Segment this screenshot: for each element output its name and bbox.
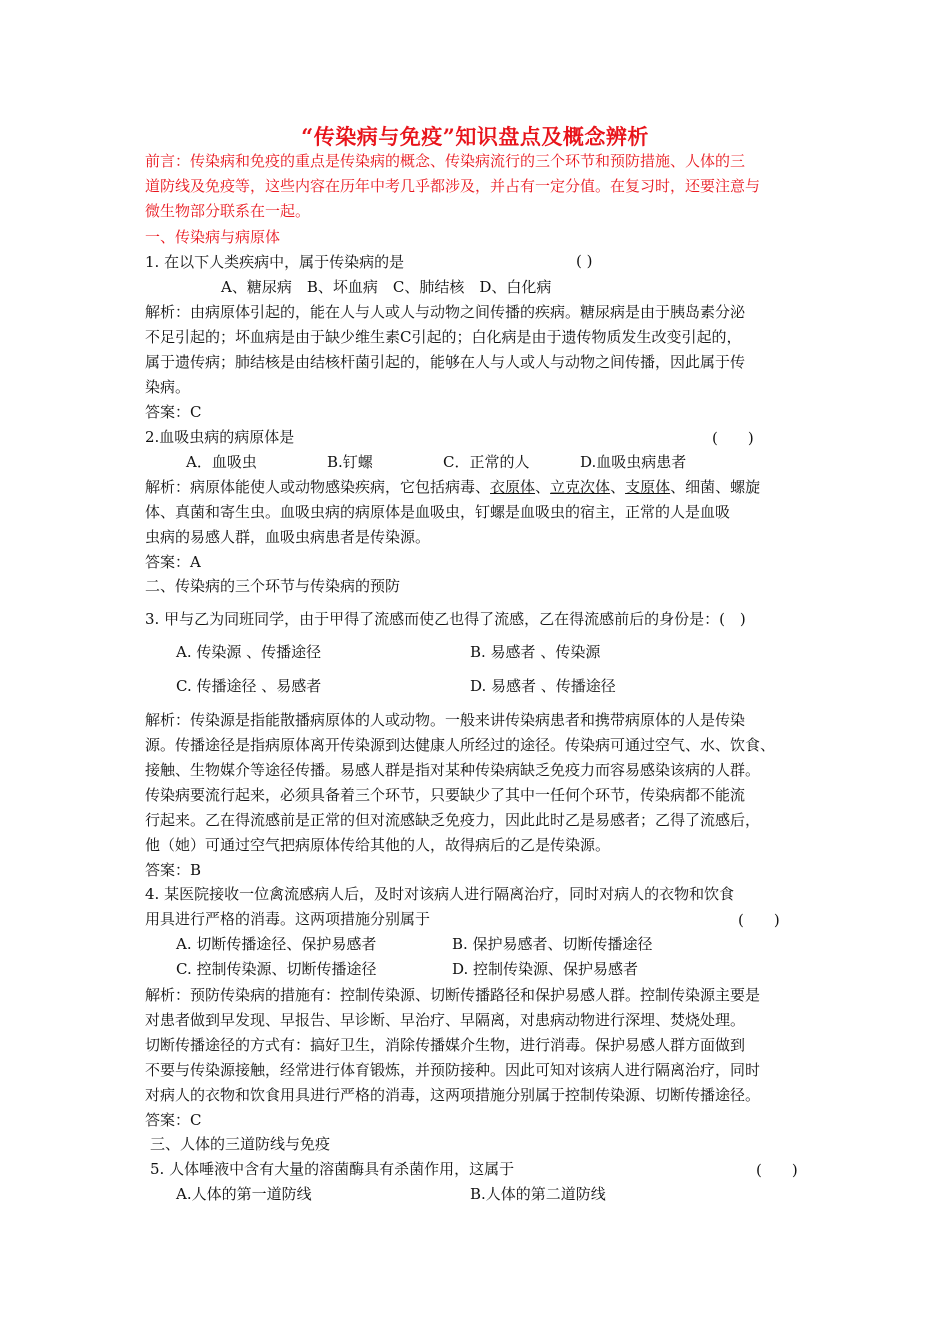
intro-line-2: 道防线及免疫等，这些内容在历年中考几乎都涉及，并占有一定分值。在复习时，还要注意与 xyxy=(145,177,761,195)
q4-stem-1: 4. 某医院接收一位禽流感病人后，及时对该病人进行隔离治疗，同时对病人的衣物和饮食 xyxy=(145,885,735,903)
q4-option-d: D. 控制传染源、保护易感者 xyxy=(452,960,639,978)
q4-answer-paren: ( ) xyxy=(738,911,780,929)
q2-analysis-1-sep-1: 、 xyxy=(535,478,551,496)
q4-analysis-4: 不要与传染源接触，经常进行体育锻炼，并预防接种。因此可知对该病人进行隔离治疗，同时 xyxy=(145,1061,761,1079)
q1-analysis-3: 属于遗传病；肺结核是由结核杆菌引起的，能够在人与人或人与动物之间传播，因此属于传 xyxy=(145,353,746,371)
q4-option-b: B. 保护易感者、切断传播途径 xyxy=(452,935,653,953)
q3-analysis-1: 解析：传染源是指能散播病原体的人或动物。一般来讲传染病患者和携带病原体的人是传染 xyxy=(145,711,746,729)
q2-answer-paren: ( ) xyxy=(712,429,754,447)
q2-answer: 答案：A xyxy=(145,553,201,571)
document-title: “传染病与免疫”知识盘点及概念辨析 xyxy=(301,124,649,149)
q4-option-a: A. 切断传播途径、保护易感者 xyxy=(176,935,377,953)
q1-options: A、糖尿病 B、坏血病 C、肺结核 D、白化病 xyxy=(221,278,552,296)
q3-answer: 答案：B xyxy=(145,861,202,879)
q5-option-b: B.人体的第二道防线 xyxy=(470,1185,606,1203)
q2-analysis-1 xyxy=(145,477,760,497)
section-heading-1: 一、传染病与病原体 xyxy=(145,228,281,246)
q1-answer: 答案：C xyxy=(145,403,202,421)
q2-option-c: C．正常的人 xyxy=(443,453,530,471)
q3-stem: 3. 甲与乙为同班同学，由于甲得了流感而使乙也得了流感，乙在得流感前后的身份是：( ) xyxy=(145,610,746,628)
q1-stem: 1. 在以下人类疾病中，属于传染病的是 xyxy=(145,253,405,271)
q1-answer-paren: ( ) xyxy=(576,252,593,270)
q2-option-b: B.钉螺 xyxy=(327,453,373,471)
q3-analysis-3: 接触、生物媒介等途径传播。易感人群是指对某种传染病缺乏免疫力而容易感染该病的人群。 xyxy=(145,761,761,779)
q2-link-mycoplasma[interactable]: 支原体 xyxy=(625,478,671,496)
q4-analysis-5: 对病人的衣物和饮食用具进行严格的消毒，这两项措施分别属于控制传染源、切断传播途径。 xyxy=(145,1086,761,1104)
q2-analysis-3: 虫病的易感人群，血吸虫病患者是传染源。 xyxy=(145,528,431,546)
q3-option-a: A. 传染源 、传播途径 xyxy=(176,643,322,661)
q3-option-c: C. 传播途径 、易感者 xyxy=(176,677,322,695)
q3-option-d: D. 易感者 、传播途径 xyxy=(470,677,616,695)
q3-analysis-5: 行起来。乙在得流感前是正常的但对流感缺乏免疫力，因此此时乙是易感者；乙得了流感后， xyxy=(145,811,761,829)
section-heading-3: 三、人体的三道防线与免疫 xyxy=(150,1135,331,1153)
q5-stem: 5. 人体唾液中含有大量的溶菌酶具有杀菌作用，这属于 xyxy=(150,1160,515,1178)
q2-analysis-1-text-b: 、细菌、螺旋 xyxy=(670,478,761,496)
q2-link-rickettsia[interactable]: 立克次体 xyxy=(550,478,611,496)
q2-link-chlamydia[interactable]: 衣原体 xyxy=(490,478,536,496)
q2-stem: 2.血吸虫病的病原体是 xyxy=(145,428,295,446)
q5-option-a: A.人体的第一道防线 xyxy=(176,1185,312,1203)
section-heading-2: 二、传染病的三个环节与传染病的预防 xyxy=(145,577,401,595)
intro-line-1: 前言：传染病和免疫的重点是传染病的概念、传染病流行的三个环节和预防措施、人体的三 xyxy=(145,152,746,170)
q4-analysis-3: 切断传播途径的方式有：搞好卫生，消除传播媒介生物，进行消毒。保护易感人群方面做到 xyxy=(145,1036,746,1054)
q1-analysis-2: 不足引起的；坏血病是由于缺少维生素C引起的；白化病是由于遗传物质发生改变引起的， xyxy=(145,328,742,346)
q1-analysis-4: 染病。 xyxy=(145,378,191,396)
q4-answer: 答案：C xyxy=(145,1111,202,1129)
q3-analysis-4: 传染病要流行起来，必须具备着三个环节，只要缺少了其中一任何个环节，传染病都不能流 xyxy=(145,786,746,804)
q2-option-a: A．血吸虫 xyxy=(186,453,257,471)
q4-stem-2: 用具进行严格的消毒。这两项措施分别属于 xyxy=(145,910,431,928)
q4-analysis-2: 对患者做到早发现、早报告、早诊断、早治疗、早隔离，对患病动物进行深埋、焚烧处理。 xyxy=(145,1011,746,1029)
q2-option-d: D.血吸虫病患者 xyxy=(580,453,687,471)
q1-analysis-1: 解析：由病原体引起的，能在人与人或人与动物之间传播的疾病。糖尿病是由于胰岛素分泌 xyxy=(145,303,746,321)
q4-analysis-1: 解析：预防传染病的措施有：控制传染源、切断传播路径和保护易感人群。控制传染源主要是 xyxy=(145,986,761,1004)
q3-analysis-2: 源。传播途径是指病原体离开传染源到达健康人所经过的途径。传染病可通过空气、水、饮食、 xyxy=(145,736,776,754)
intro-line-3: 微生物部分联系在一起。 xyxy=(145,202,311,220)
q5-answer-paren: ( ) xyxy=(756,1161,798,1179)
q3-option-b: B. 易感者 、传染源 xyxy=(470,643,601,661)
q4-option-c: C. 控制传染源、切断传播途径 xyxy=(176,960,377,978)
q2-analysis-2: 体、真菌和寄生虫。血吸虫病的病原体是血吸虫，钉螺是血吸虫的宿主，正常的人是血吸 xyxy=(145,503,731,521)
q2-analysis-1-sep-2: 、 xyxy=(610,478,626,496)
q3-analysis-6: 他（她）可通过空气把病原体传给其他的人，故得病后的乙是传染源。 xyxy=(145,836,611,854)
q2-analysis-1-text-a: 解析：病原体能使人或动物感染疾病，它包括病毒、 xyxy=(145,478,491,496)
